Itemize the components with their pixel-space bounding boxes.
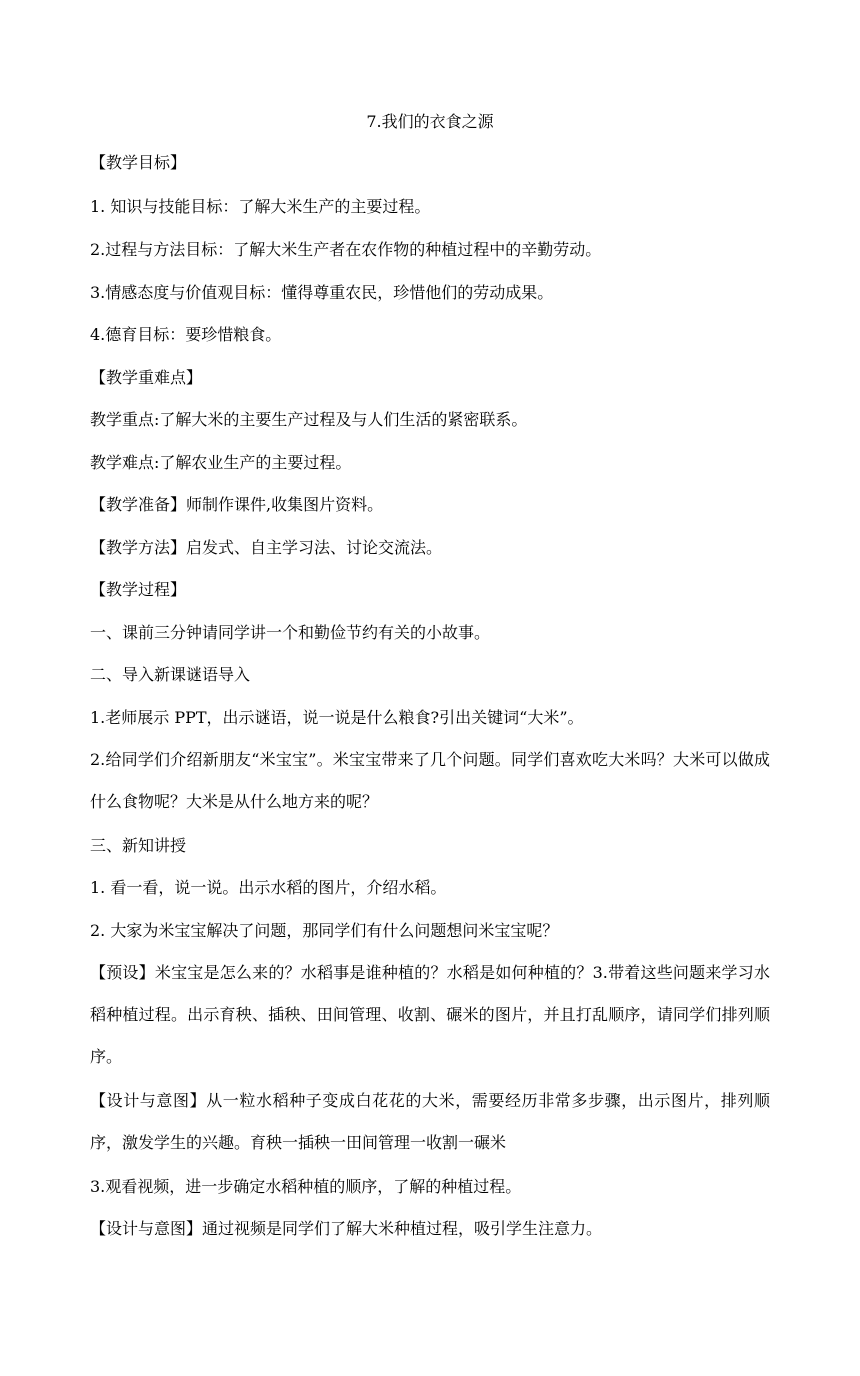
section-heading-process: 【教学过程】 [90,580,187,599]
section-heading-key-points: 【教学重难点】 [90,368,203,387]
design-intent-paragraph-1: 【设计与意图】从一粒水稻种子变成白花花的大米，需要经历非常多步骤，出示图片，排列顺序，激发学生的兴趣。育秧一插秧一田间管理一收割一碾米 [90,1091,770,1152]
difficult-point: 教学难点:了解农业生产的主要过程。 [90,453,352,472]
process-step-1: 一、课前三分钟请同学讲一个和勤俭节约有关的小故事。 [90,623,491,642]
new-knowledge-item-2: 2. 大家为米宝宝解决了问题，那同学们有什么问题想问米宝宝呢？ [90,921,559,940]
video-item: 3.观看视频，进一步确定水稻种植的顺序，了解的种植过程。 [90,1177,522,1196]
process-step-2: 二、导入新课谜语导入 [90,665,251,684]
process-step-3: 三、新知讲授 [90,836,187,855]
methods-line: 【教学方法】启发式、自主学习法、讨论交流法。 [90,538,443,557]
riddle-item-2: 2.给同学们介绍新朋友“米宝宝”。米宝宝带来了几个问题。同学们喜欢吃大米吗？大米可以做成什么食物呢？大米是从什么地方来的呢？ [90,750,770,811]
objective-4: 4.德育目标：要珍惜粮食。 [90,325,282,344]
riddle-item-1: 1.老师展示 PPT，出示谜语，说一说是什么粮食?引出关键词“大米”。 [90,708,584,727]
key-point: 教学重点:了解大米的主要生产过程及与人们生活的紧密联系。 [90,410,528,429]
objective-2: 2.过程与方法目标：了解大米生产者在农作物的种植过程中的辛勤劳动。 [90,240,602,259]
new-knowledge-item-1: 1. 看一看，说一说。出示水稻的图片，介绍水稻。 [90,878,447,897]
preparation-line: 【教学准备】师制作课件,收集图片资料。 [90,495,384,514]
preset-paragraph: 【预设】米宝宝是怎么来的？水稻事是谁种植的？水稻是如何种植的？3.带着这些问题来学习水稻种植过程。出示育秧、插秧、田间管理、收割、碾米的图片，并且打乱顺序，请同学们排列顺序。 [90,963,770,1066]
document-title: 7.我们的衣食之源 [366,112,494,131]
design-intent-paragraph-2: 【设计与意图】通过视频是同学们了解大米种植过程，吸引学生注意力。 [90,1219,603,1238]
objective-1: 1. 知识与技能目标：了解大米生产的主要过程。 [90,197,431,216]
section-heading-objectives: 【教学目标】 [90,153,187,172]
objective-3: 3.情感态度与价值观目标：懂得尊重农民，珍惜他们的劳动成果。 [90,283,554,302]
